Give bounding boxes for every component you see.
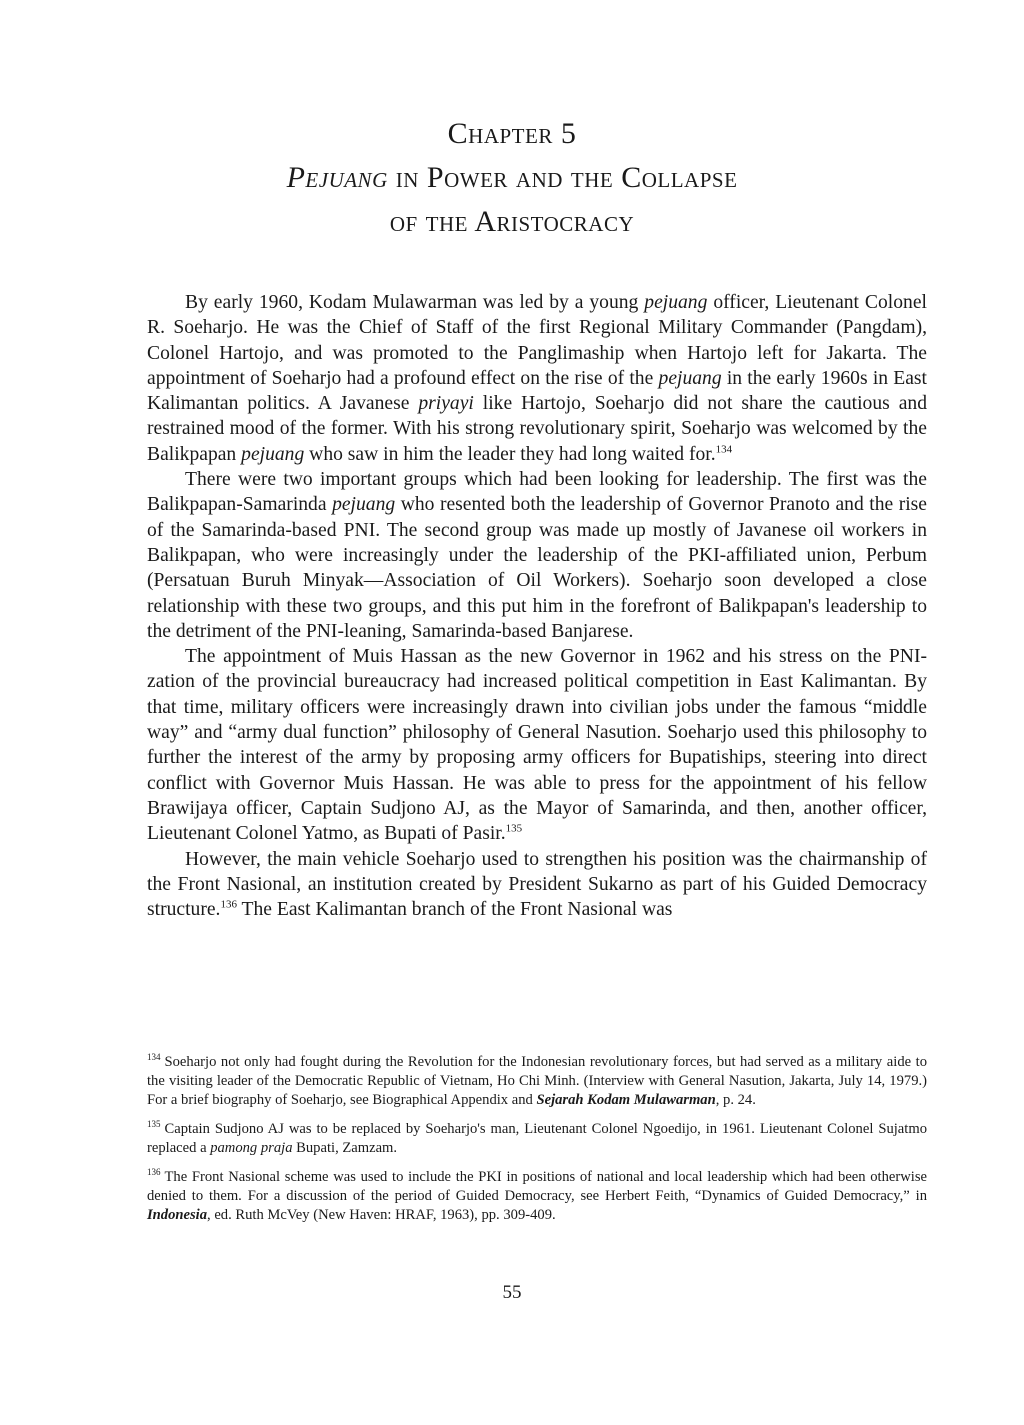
- chapter-heading: [0, 112, 1024, 244]
- footnote-135: [147, 1120, 927, 1158]
- text-run: By early 1960, Kodam Mulawarman was led by a young: [185, 292, 645, 313]
- italic-term: pejuang: [658, 367, 722, 389]
- italic-title: Sejarah Kodam Mulawarman: [536, 1092, 716, 1108]
- footnote-mark: 136: [147, 1167, 161, 1178]
- text-run: Bupati, Zamzam.: [292, 1140, 398, 1156]
- chapter-number: Chapter 5: [447, 117, 577, 150]
- italic-term: pamong praja: [210, 1140, 293, 1156]
- italic-term: pejuang: [644, 292, 708, 313]
- text-run: in the early 1960s in East Kalimantan politics. A Javanese: [147, 367, 927, 415]
- italic-term: pejuang: [241, 443, 305, 465]
- footnote-mark: 135: [147, 1119, 161, 1130]
- page-number: 55: [502, 1282, 522, 1303]
- paragraph-1: [147, 290, 927, 467]
- footnote-136: [147, 1168, 927, 1225]
- paragraph-2: [147, 467, 927, 644]
- text-run: The East Kalimantan branch of the Front Nasional was: [236, 899, 673, 921]
- footnote-ref-136[interactable]: 136: [220, 898, 237, 911]
- italic-title: Indonesia: [147, 1207, 208, 1223]
- italic-term: priyayi: [418, 393, 474, 415]
- footnotes: [147, 1053, 927, 1235]
- text-run: There were two important groups which had been looking for leadership. The first was the Balikpapan-Samarinda: [147, 469, 927, 516]
- text-run: Soeharjo not only had fought during the Revolution for the Indonesian revolutionary forces, but had served as a military aide to the visiting leader of the Democratic Republic of Vietnam, Ho Chi Minh. (Interview with General Nasution, Jakarta, July 14, 1979.) For a brief biography of Soeharjo, see Biographical Appendix and: [147, 1054, 927, 1108]
- text-run: , p. 24.: [715, 1092, 756, 1108]
- paragraph-4: [147, 847, 927, 923]
- text-run: , ed. Ruth McVey (New Haven: HRAF, 1963), pp. 309-409.: [207, 1207, 556, 1223]
- chapter-title-line-1: [0, 156, 1024, 200]
- text-run: officer, Lieutenant Colonel R. Soeharjo. He was the Chief of Staff of the first Regional Military Commander (Pangdam), Colonel Hartojo, and was promoted to the Panglimaship when Hartojo left for Jakarta. The appointment of Soeharjo had a profound effect on the rise of the: [147, 292, 927, 389]
- text-run: The appointment of Muis Hassan as the new Governor in 1962 and his stress on the PNI-zation of the provincial bureaucracy had increased political competition in East Kalimantan. By that time, military officers were increasingly drawn into civilian jobs under the famous “middle way” and “army dual function” philosophy of General Nasution. Soeharjo used this philosophy to further the interest of the army by proposing army officers for Bupatiships, steering into direct conflict with Governor Muis Hassan. He was able to press for the appointment of his fellow Brawijaya officer, Captain Sudjono AJ, as the Mayor of Samarinda, and then, another officer, Lieutenant Colonel Yatmo, as Bupati of Pasir.: [147, 646, 927, 845]
- body-text: [147, 290, 927, 922]
- chapter-title-line-2: of the Aristocracy: [389, 205, 635, 238]
- paragraph-3: [147, 644, 927, 846]
- text-run: who saw in him the leader they had long waited for.: [304, 443, 716, 465]
- italic-term: pejuang: [332, 494, 396, 516]
- text-run: who resented both the leadership of Governor Pranoto and the rise of the Samarinda-based PNI. The second group was made up mostly of Javanese oil workers in Balikpapan, who were increasingly under the leadership of the PKI-affiliated union, Perbum (Persatuan Buruh Minyak—Association of Oil Workers). Soeharjo soon developed a close relationship with these two groups, and this put him in the forefront of Balikpapan's leadership to the detriment of the PNI-leaning, Samarinda-based Banjarese.: [147, 494, 927, 642]
- text-run: like Hartojo, Soeharjo did not share the cautious and restrained mood of the former. With his strong revolutionary spirit, Soeharjo was welcomed by the Balikpapan: [147, 393, 927, 465]
- chapter-title-rest: in Power and the Collapse: [387, 161, 738, 194]
- footnote-mark: 134: [147, 1052, 161, 1063]
- footnote-134: [147, 1053, 927, 1110]
- text-run: The Front Nasional scheme was used to include the PKI in positions of national and local leadership which had been otherwise denied to them. For a discussion of the period of Guided Democracy, see Herbert Feith, “Dynamics of Guided Democracy,” in: [147, 1169, 927, 1204]
- text-run: However, the main vehicle Soeharjo used to strengthen his position was the chairmanship of the Front Nasional, an institution created by President Sukarno as part of his Guided Democracy structure.: [147, 848, 927, 921]
- text-run: Captain Sudjono AJ was to be replaced by Soeharjo's man, Lieutenant Colonel Ngoedijo, in 1961. Lieutenant Colonel Sujatmo replaced a: [147, 1121, 927, 1156]
- chapter-title-italic: Pejuang: [286, 161, 388, 194]
- footnote-ref-135[interactable]: 135: [505, 822, 523, 835]
- footnote-ref-134[interactable]: 134: [715, 443, 733, 456]
